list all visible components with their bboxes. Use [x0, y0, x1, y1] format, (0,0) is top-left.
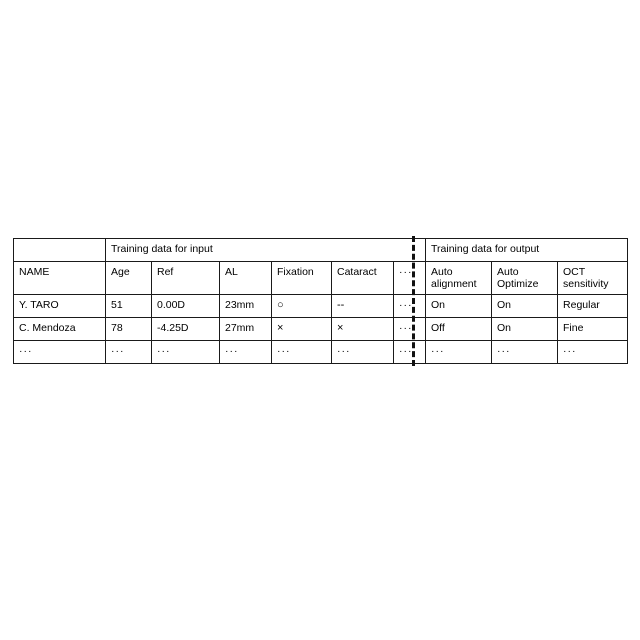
cell-oct-sensitivity: Fine	[558, 318, 628, 341]
cell-al: 27mm	[220, 318, 272, 341]
cell-cataract: ×	[332, 318, 394, 341]
table-row	[14, 295, 628, 318]
group-header-input: Training data for input	[106, 239, 426, 262]
cell-name: Y. TARO	[14, 295, 106, 318]
column-header-auto-optimize-line2: Optimize	[497, 278, 539, 291]
table-column-header-row	[14, 262, 628, 295]
column-header-age: Age	[106, 262, 152, 295]
table-row	[14, 341, 628, 364]
training-data-table-container	[13, 238, 627, 364]
column-header-more-input: ···	[394, 262, 426, 295]
cell-auto-alignment: On	[426, 295, 492, 318]
column-header-name: NAME	[14, 262, 106, 295]
cell-name: C. Mendoza	[14, 318, 106, 341]
cell-auto-optimize: ···	[492, 341, 558, 364]
cell-oct-sensitivity: Regular	[558, 295, 628, 318]
cell-auto-optimize: On	[492, 295, 558, 318]
cell-al: 23mm	[220, 295, 272, 318]
cell-ref: 0.00D	[152, 295, 220, 318]
column-header-auto-optimize	[492, 262, 558, 295]
column-header-auto-alignment-line2: alignment	[431, 278, 477, 291]
cell-fixation: ···	[272, 341, 332, 364]
cell-auto-alignment: ···	[426, 341, 492, 364]
cell-ref: -4.25D	[152, 318, 220, 341]
cell-cataract: ···	[332, 341, 394, 364]
corner-blank-cell	[14, 239, 106, 262]
cell-more-input: ···	[394, 295, 426, 318]
cell-name: ···	[14, 341, 106, 364]
column-header-ref: Ref	[152, 262, 220, 295]
cell-oct-sensitivity: ···	[558, 341, 628, 364]
column-header-cataract: Cataract	[332, 262, 394, 295]
column-header-oct-sensitivity	[558, 262, 628, 295]
column-header-oct-sensitivity-line2: sensitivity	[563, 278, 609, 291]
column-header-al: AL	[220, 262, 272, 295]
training-data-table	[13, 238, 628, 364]
cell-al: ···	[220, 341, 272, 364]
column-header-auto-optimize-line1: Auto	[497, 266, 519, 278]
cell-age: 51	[106, 295, 152, 318]
cell-age: 78	[106, 318, 152, 341]
column-header-auto-alignment	[426, 262, 492, 295]
cell-fixation: ○	[272, 295, 332, 318]
cell-auto-optimize: On	[492, 318, 558, 341]
input-output-divider	[412, 236, 415, 366]
table-row	[14, 318, 628, 341]
cell-more-input: ···	[394, 341, 426, 364]
column-header-auto-alignment-line1: Auto	[431, 266, 453, 278]
cell-auto-alignment: Off	[426, 318, 492, 341]
cell-cataract: --	[332, 295, 394, 318]
cell-ref: ···	[152, 341, 220, 364]
cell-age: ···	[106, 341, 152, 364]
cell-fixation: ×	[272, 318, 332, 341]
column-header-fixation: Fixation	[272, 262, 332, 295]
table-group-header-row	[14, 239, 628, 262]
group-header-output: Training data for output	[426, 239, 628, 262]
cell-more-input: ···	[394, 318, 426, 341]
column-header-oct-sensitivity-line1: OCT	[563, 266, 586, 278]
